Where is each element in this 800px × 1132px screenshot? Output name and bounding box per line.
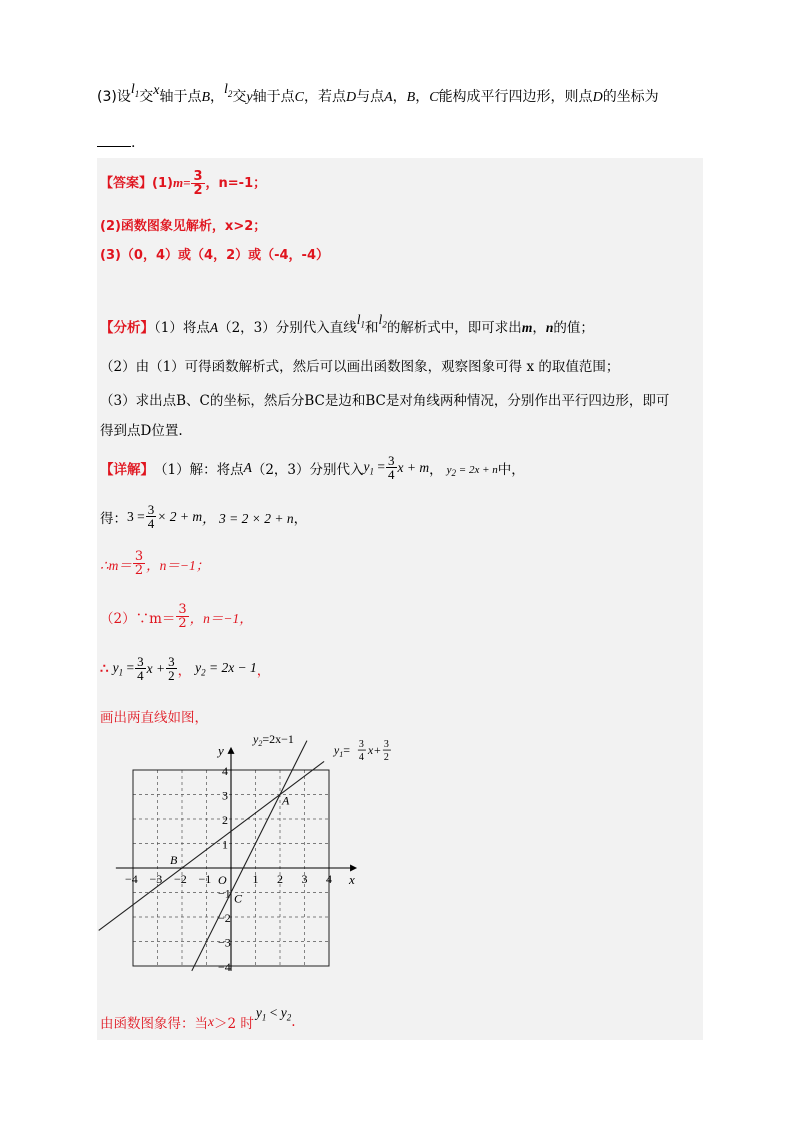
fraction-denominator: 2 [193, 183, 203, 198]
question-3 [97, 82, 659, 107]
point-c-2: C [429, 90, 439, 105]
y1-final-mid: x + [146, 660, 166, 676]
q3-comma-2: ， [392, 89, 407, 105]
conclusion-pre: 由函数图象得：当 [100, 1016, 208, 1032]
point-b: B [201, 90, 211, 105]
analysis-text-4: 的值； [553, 320, 594, 336]
y1-label-mid: x+ [367, 743, 382, 758]
analysis-l2: $l_2$ [378, 312, 387, 330]
line-y2 [192, 741, 307, 971]
l2-symbol: $l_2$ [224, 82, 233, 99]
part2-pre: （2）∵m＝ [100, 610, 176, 627]
therefore-1-fraction: $\frac{3}{2}$ [134, 549, 144, 578]
y-tick-label: 2 [222, 813, 228, 827]
x-tick-label: 1 [252, 872, 259, 886]
x-tick-label: −3 [149, 872, 163, 886]
origin-label: O [218, 873, 227, 887]
q3-text-10: 的坐标为 [602, 89, 659, 105]
part2-rest: ，n＝−1， [189, 610, 253, 626]
x-tick-label: −4 [125, 872, 138, 886]
y2-formula: $y_2 = 2x + n$ [446, 464, 498, 479]
x-axis-label: x [349, 872, 355, 887]
analysis-text-3: 的解析式中，即可求出 [386, 320, 522, 336]
eq2: ， 3 = 2 × 2 + n [202, 510, 294, 526]
detail-conclusion [100, 1005, 296, 1032]
x-tick-label: −2 [174, 872, 187, 886]
q3-comma: ， [210, 89, 225, 105]
therefore-2: ∴ [100, 660, 109, 677]
detail-line-5 [100, 655, 270, 682]
q3-comma-3: ， [415, 89, 430, 105]
detail-comma: ， [429, 461, 443, 478]
l1-symbol: $l_1$ [130, 82, 140, 99]
answer-m-eq: m= [172, 175, 191, 190]
conclusion-end: . [291, 1014, 296, 1030]
q3-text-6: 与点 [356, 89, 385, 105]
y1-final-frac-a: $\frac{3}{4}$ [137, 654, 144, 683]
eq1-pre: 3 = [127, 508, 145, 524]
point-b-2: B [406, 90, 416, 105]
y-sep: ， [177, 662, 192, 679]
answer-m-fraction [191, 170, 204, 197]
y1-final: $y_1$ = [112, 659, 135, 678]
eq1-post: × 2 + m [157, 508, 203, 524]
detail-de: 得： [100, 510, 127, 527]
x-tick-label: −1 [198, 872, 212, 886]
q3-text-1: 交 [139, 89, 154, 105]
q3-text-3: 交 [232, 89, 247, 105]
detail-line-6: 画出两直线如图， [100, 710, 208, 726]
y-axis-arrow [228, 747, 235, 754]
y-tick-label: −1 [218, 886, 231, 901]
detail-text-1: （1）解：将点 [154, 461, 244, 478]
analysis-point-a: A [209, 320, 219, 335]
conclusion-x: x [208, 1014, 214, 1029]
analysis-text-1: （1）将点 [154, 320, 210, 336]
point-b-label: B [170, 853, 178, 867]
detail-line-1 [100, 454, 525, 481]
y2-end: ， [256, 662, 271, 679]
y-tick-label: −3 [218, 935, 231, 950]
detail-point-a: A [243, 459, 252, 475]
y-tick-label: −2 [218, 911, 231, 925]
x-tick-label: 3 [301, 872, 308, 886]
y-axis-label: y [218, 742, 224, 758]
q3-prefix: (3)设 [97, 89, 131, 105]
conclusion-gt: ＞2 时 [214, 1016, 254, 1032]
q3-text-9: 能构成平行四边形，则点 [438, 89, 593, 105]
y1-final-frac-b: $\frac{3}{2}$ [168, 654, 175, 683]
x-symbol: x [153, 83, 160, 98]
detail-line-3 [100, 550, 209, 577]
analysis-n: n [545, 320, 554, 335]
x-tick-label: 2 [277, 872, 283, 886]
detail-line-4 [100, 603, 253, 630]
q3-text-5: ，若点 [303, 89, 346, 105]
fraction-numerator: 3 [193, 169, 203, 184]
part2-fraction: $\frac{3}{2}$ [178, 602, 187, 631]
answer-part1-prefix: (1) [152, 176, 173, 191]
q3-text-2: 轴于点 [159, 89, 202, 105]
eq2-end: ， [293, 510, 308, 527]
function-graph [96, 732, 406, 978]
y1-fraction: $\frac{3}{4}$ [388, 453, 395, 482]
y1-label-den-2: 2 [383, 752, 389, 764]
analysis-tag: 【分析】 [100, 320, 154, 336]
y1-line-label: $y_1=$ [333, 743, 351, 760]
y1-formula: $y_1$ = [363, 458, 386, 477]
y1-label-num-1: 3 [358, 739, 364, 751]
point-c: C [294, 90, 304, 105]
answer-line-3: (3)（0，4）或（4，2）或（-4，-4） [100, 248, 329, 263]
answer-part1-rest: ，n=-1； [205, 176, 267, 191]
conclusion-ineq: $y_1 < y_2$ [255, 1005, 292, 1023]
y-symbol: y [246, 90, 253, 105]
therefore-1: ∴m＝ [100, 557, 132, 573]
analysis-line-3: （3）求出点B、C的坐标，然后分BC是边和BC是对角线两种情况，分别作出平行四边形，即可 [100, 393, 670, 409]
y-tick-label: 4 [222, 764, 228, 778]
y2-final: $y_2 = 2x - 1$ [195, 659, 257, 678]
point-a: A [384, 90, 393, 105]
answer-line-2: (2)函数图象见解析，x>2； [100, 219, 267, 234]
analysis-comma: ， [532, 320, 546, 336]
y1-label-den-1: 4 [358, 752, 364, 764]
y-tick-label: 3 [222, 788, 228, 803]
y-tick-label: 1 [222, 837, 228, 852]
detail-tag: 【详解】 [100, 461, 154, 478]
point-a-label: A [282, 793, 290, 808]
analysis-text-2: （2，3）分别代入直线 [218, 320, 357, 336]
analysis-and: 和 [365, 320, 379, 336]
x-tick-label: 4 [326, 872, 332, 886]
answer-blank-line [97, 134, 135, 151]
answer-blank [97, 134, 131, 147]
answer-line-1 [100, 170, 266, 197]
blank-period: . [131, 135, 136, 151]
detail-text-2: （2，3）分别代入 [251, 461, 364, 478]
answer-tag: 【答案】 [100, 176, 153, 191]
analysis-m: m [521, 320, 533, 335]
analysis-l1: $l_1$ [356, 312, 366, 330]
eq1-fraction: $\frac{3}{4}$ [147, 502, 155, 531]
point-d-2: D [592, 90, 603, 105]
y-tick-label: −4 [218, 960, 231, 974]
point-d: D [345, 90, 357, 105]
y2-line-label: $y_2=2x-1$ [253, 732, 294, 749]
y1-label-num-2: 3 [383, 739, 389, 751]
x-axis-arrow [350, 865, 357, 872]
y1-rhs: x + m [397, 459, 430, 475]
q3-text-4: 轴于点 [252, 89, 295, 105]
analysis-line-1 [100, 312, 594, 338]
detail-text-3: 中， [497, 461, 525, 478]
detail-line-2 [100, 503, 307, 530]
therefore-1-rest: ，n＝−1； [146, 557, 210, 573]
point-c-label: C [234, 891, 243, 906]
analysis-line-2: （2）由（1）可得函数解析式，然后可以画出函数图象，观察图象可得 x 的取值范围； [100, 359, 620, 375]
analysis-line-4: 得到点D位置. [100, 423, 183, 439]
